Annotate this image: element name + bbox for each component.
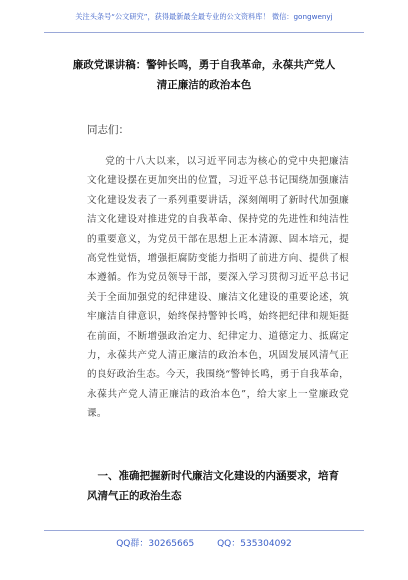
footer-qq: QQ：535304092 xyxy=(217,539,292,549)
document-title xyxy=(40,55,368,95)
body-paragraph: 党的十八大以来，以习近平同志为核心的党中央把廉洁文化建设摆在更加突出的位置，习近平总书记围绕加强廉洁文化建设发表了一系列重要讲话，深刻阐明了新时代加强廉洁文化建设对推进党的自我革命、保持党的先进性和纯洁性的重要意义，为党员干部在思想上正本清源、固本培元，提高党性觉悟，增强拒腐防变能力指明了前进方向、提供了根本遵循。作为党员领导干部，要深入学习贯彻习近平总书记关于全面加强党的纪律建设、廉洁文化建设的重要论述，筑牢廉洁自律意识，始终保持警钟长鸣，始终把纪律和规矩挺在前面，不断增强政治定力、纪律定力、道德定力、抵腐定力，永葆共产党人清正廉洁的政治本色，巩固发展风清气正的良好政治生态。今天，我围绕“警钟长鸣，勇于自我革命，永葆共产党人清正廉洁的政治本色”，给大家上一堂廉政党课。 xyxy=(87,156,349,420)
header-promo-note: 关注头条号“公文研究”，获得最新最全最专业的公文资料库！ 微信：gongwenyj xyxy=(75,12,333,21)
title-line-1: 廉政党课讲稿：警钟长鸣，勇于自我革命，永葆共产党人 xyxy=(72,59,336,71)
header-divider xyxy=(44,32,364,33)
title-line-2: 清正廉洁的政治本色 xyxy=(156,79,252,91)
greeting: 同志们： xyxy=(87,124,129,136)
footer-qq-group: QQ群：30265665 xyxy=(116,539,195,549)
footer-contact xyxy=(0,536,408,549)
section-heading: 一、准确把握新时代廉洁文化建设的内涵要求，培育风清气正的政治生态 xyxy=(87,470,339,502)
footer-divider xyxy=(44,530,364,531)
